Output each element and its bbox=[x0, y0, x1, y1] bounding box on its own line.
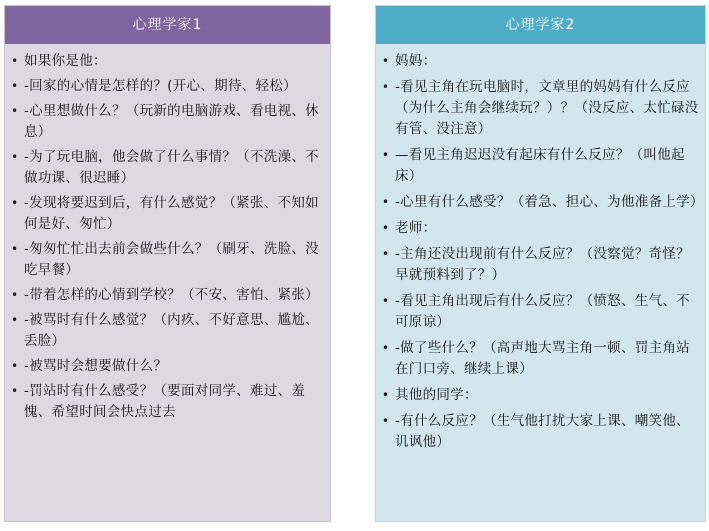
bullet-icon: • bbox=[382, 54, 390, 68]
bullet-icon: • bbox=[11, 288, 19, 302]
bullet-icon: • bbox=[382, 388, 390, 402]
bullet-icon: • bbox=[382, 341, 390, 355]
list-item: • -看见主角在玩电脑时，文章里的妈妈有什么反应（为什么主角会继续玩？）？（没反应、太忙碌没有管、没注意） bbox=[382, 79, 699, 137]
list-item: • -匆匆忙忙出去前会做些什么？（刷牙、洗脸、没吃早餐） bbox=[11, 241, 319, 278]
psychologist-2-panel bbox=[375, 5, 706, 522]
question-list bbox=[5, 44, 330, 423]
list-item: • 如果你是他： bbox=[10, 51, 324, 72]
list-item: • -心里有什么感受？（着急、担心、为他准备上学） bbox=[381, 192, 699, 213]
bullet-icon: • bbox=[382, 414, 390, 428]
bullet-icon: • bbox=[382, 148, 390, 162]
list-item: • -带着怎样的心情到学校？（不安、害怕、紧张） bbox=[10, 285, 324, 306]
bullet-icon: • bbox=[11, 54, 19, 68]
panel-title: 心理学家1 bbox=[5, 6, 330, 44]
bullet-icon: • bbox=[11, 196, 19, 210]
psychologist-1-panel bbox=[4, 5, 331, 522]
list-item: • -回家的心情是怎样的？(开心、期待、轻松） bbox=[10, 76, 324, 97]
bullet-icon: • bbox=[11, 79, 19, 93]
bullet-icon: • bbox=[382, 195, 390, 209]
list-item: • 妈妈： bbox=[381, 51, 699, 72]
bullet-icon: • bbox=[11, 359, 19, 373]
question-list bbox=[376, 44, 705, 453]
bullet-icon: • bbox=[382, 221, 390, 235]
bullet-icon: • bbox=[382, 80, 390, 94]
list-item: • -看见主角出现后有什么反应？（愤怒、生气、不可原谅） bbox=[382, 293, 690, 330]
bullet-icon: • bbox=[11, 313, 19, 327]
list-item: • -被骂时有什么感觉？（内疚、不好意思、尴尬、丢脸） bbox=[11, 312, 319, 349]
list-item: • 其他的同学： bbox=[381, 385, 699, 406]
list-item: • -有什么反应？（生气他打扰大家上课、嘲笑他、讥讽他） bbox=[382, 413, 690, 450]
bullet-icon: • bbox=[382, 247, 390, 261]
list-item: • -罚站时有什么感受？（要面对同学、难过、羞愧、希望时间会快点过去 bbox=[11, 383, 306, 420]
panel-title: 心理学家2 bbox=[376, 6, 705, 44]
bullet-icon: • bbox=[11, 104, 19, 118]
bullet-icon: • bbox=[11, 384, 19, 398]
bullet-icon: • bbox=[11, 150, 19, 164]
bullet-icon: • bbox=[382, 294, 390, 308]
bullet-icon: • bbox=[11, 242, 19, 256]
list-item: • -发现将要迟到后，有什么感觉？（紧张、不知如何是好、匆忙） bbox=[11, 195, 319, 232]
list-item: • -为了玩电脑，他会做了什么事情？（不洗澡、不做功课、很迟睡） bbox=[11, 149, 319, 186]
list-item: • 老师： bbox=[381, 218, 699, 239]
list-item: • -心里想做什么？（玩新的电脑游戏、看电视、休息） bbox=[11, 103, 319, 140]
list-item: • -主角还没出现前有什么反应？（没察觉？奇怪？早就预料到了？） bbox=[382, 246, 690, 283]
list-item: • —看见主角迟迟没有起床有什么反应？（叫他起床） bbox=[382, 147, 685, 184]
list-item: • -被骂时会想要做什么？ bbox=[10, 356, 324, 377]
list-item: • -做了些什么？（高声地大骂主角一顿、罚主角站在门口旁、继续上课） bbox=[382, 340, 690, 377]
